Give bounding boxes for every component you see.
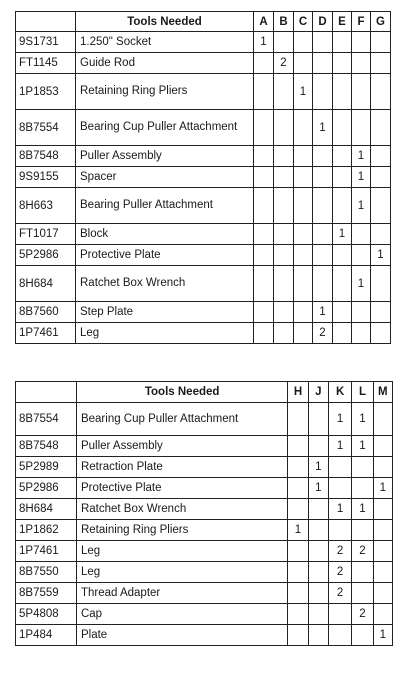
part-number-cell: 1P7461 [16,541,77,562]
quantity-cell: 2 [328,541,351,562]
quantity-cell [352,323,371,344]
quantity-cell [371,302,391,323]
part-number-cell: FT1017 [16,224,76,245]
quantity-cell [288,625,308,646]
quantity-cell: 1 [254,32,274,53]
part-number-cell: 5P2986 [16,478,77,499]
quantity-cell [308,583,328,604]
quantity-cell: 1 [371,245,391,266]
quantity-cell [313,188,333,224]
part-number-cell: 1P7461 [16,323,76,344]
quantity-cell [333,53,352,74]
quantity-cell [373,499,392,520]
quantity-cell [371,188,391,224]
quantity-cell [254,146,274,167]
column-header: M [373,382,392,403]
tool-description-cell: Puller Assembly [76,146,254,167]
quantity-cell [294,188,313,224]
quantity-cell: 2 [313,323,333,344]
tool-description-cell: Step Plate [76,302,254,323]
quantity-cell [352,478,373,499]
quantity-cell: 1 [328,499,351,520]
quantity-cell: 2 [274,53,294,74]
quantity-cell [308,562,328,583]
quantity-cell [371,74,391,110]
table-row [16,53,391,74]
quantity-cell [254,302,274,323]
table-row [16,323,391,344]
table-row [16,302,391,323]
table-header-row [16,382,393,403]
part-number-cell: 8B7548 [16,436,77,457]
table-row [16,245,391,266]
quantity-cell [371,266,391,302]
table-row [16,224,391,245]
quantity-cell [371,32,391,53]
tool-description-cell: Cap [76,604,287,625]
table-row [16,167,391,188]
tools-table-2 [15,381,393,646]
quantity-cell [373,541,392,562]
tool-description-cell: Retaining Ring Pliers [76,520,287,541]
tool-description-cell: Bearing Cup Puller Attachment [76,403,287,436]
quantity-cell [254,53,274,74]
quantity-cell [274,245,294,266]
part-number-cell: 9S9155 [16,167,76,188]
tool-description-cell: Protective Plate [76,478,287,499]
tool-description-cell: Plate [76,625,287,646]
quantity-cell: 1 [352,436,373,457]
part-number-cell: 5P2989 [16,457,77,478]
quantity-cell [274,167,294,188]
quantity-cell [288,403,308,436]
quantity-cell [352,245,371,266]
quantity-cell [308,436,328,457]
table-row [16,403,393,436]
quantity-cell [371,110,391,146]
table-row [16,266,391,302]
column-header: J [308,382,328,403]
quantity-cell [294,53,313,74]
quantity-cell [333,323,352,344]
quantity-cell [313,245,333,266]
table-row [16,436,393,457]
quantity-cell [288,604,308,625]
quantity-cell [352,520,373,541]
part-number-cell: 8B7550 [16,562,77,583]
tool-description-cell: Leg [76,562,287,583]
quantity-cell [371,146,391,167]
quantity-cell [352,74,371,110]
quantity-cell [274,146,294,167]
quantity-cell [254,188,274,224]
quantity-cell: 1 [308,457,328,478]
quantity-cell [294,167,313,188]
quantity-cell [274,224,294,245]
quantity-cell: 2 [352,604,373,625]
quantity-cell [308,403,328,436]
table-row [16,478,393,499]
part-number-cell: 8B7559 [16,583,77,604]
tool-description-cell: Retraction Plate [76,457,287,478]
quantity-cell [333,167,352,188]
quantity-cell [313,146,333,167]
tool-description-cell: Retaining Ring Pliers [76,74,254,110]
quantity-cell: 1 [313,302,333,323]
quantity-cell [288,478,308,499]
quantity-cell [373,604,392,625]
quantity-cell [313,53,333,74]
part-number-cell: 9S1731 [16,32,76,53]
quantity-cell [333,110,352,146]
quantity-cell [254,74,274,110]
quantity-cell [373,403,392,436]
quantity-cell: 1 [352,146,371,167]
quantity-cell [294,32,313,53]
quantity-cell [373,436,392,457]
quantity-cell [333,302,352,323]
table-header-row [16,12,391,32]
table-row [16,188,391,224]
quantity-cell [333,245,352,266]
quantity-cell [371,323,391,344]
quantity-cell [352,625,373,646]
quantity-cell [333,266,352,302]
quantity-cell [288,583,308,604]
quantity-cell [352,302,371,323]
quantity-cell [313,224,333,245]
quantity-cell: 1 [352,499,373,520]
quantity-cell [352,457,373,478]
tool-description-cell: Bearing Puller Attachment [76,188,254,224]
quantity-cell [333,188,352,224]
column-header: K [328,382,351,403]
quantity-cell [308,499,328,520]
quantity-cell [294,245,313,266]
part-number-cell: 8H663 [16,188,76,224]
table-row [16,541,393,562]
table-row [16,499,393,520]
quantity-cell [254,266,274,302]
tool-description-cell: Puller Assembly [76,436,287,457]
quantity-cell: 1 [294,74,313,110]
quantity-cell [352,110,371,146]
quantity-cell [294,323,313,344]
part-number-header [16,12,76,32]
quantity-cell: 2 [352,541,373,562]
quantity-cell [294,224,313,245]
quantity-cell [254,323,274,344]
quantity-cell [328,625,351,646]
quantity-cell [254,167,274,188]
column-header: C [294,12,313,32]
quantity-cell: 1 [288,520,308,541]
quantity-cell [274,74,294,110]
tools-needed-header: Tools Needed [76,12,254,32]
quantity-cell [371,224,391,245]
quantity-cell [373,583,392,604]
column-header: G [371,12,391,32]
quantity-cell [294,302,313,323]
column-header: E [333,12,352,32]
column-header: L [352,382,373,403]
quantity-cell [288,499,308,520]
part-number-cell: 8H684 [16,266,76,302]
quantity-cell [371,167,391,188]
quantity-cell [308,520,328,541]
table-row [16,625,393,646]
part-number-cell: FT1145 [16,53,76,74]
tool-description-cell: 1.250" Socket [76,32,254,53]
tool-description-cell: Block [76,224,254,245]
part-number-cell: 8B7554 [16,110,76,146]
quantity-cell [254,224,274,245]
column-header: H [288,382,308,403]
quantity-cell: 1 [313,110,333,146]
part-number-cell: 8B7560 [16,302,76,323]
quantity-cell: 1 [352,403,373,436]
part-number-cell: 1P1862 [16,520,77,541]
quantity-cell [274,302,294,323]
quantity-cell [333,74,352,110]
column-header: D [313,12,333,32]
quantity-cell [328,457,351,478]
quantity-cell: 1 [328,403,351,436]
quantity-cell [288,541,308,562]
quantity-cell [373,520,392,541]
quantity-cell [274,188,294,224]
table-row [16,457,393,478]
part-number-cell: 5P2986 [16,245,76,266]
part-number-cell: 8B7554 [16,403,77,436]
quantity-cell: 1 [333,224,352,245]
tool-description-cell: Ratchet Box Wrench [76,499,287,520]
quantity-cell: 1 [352,188,371,224]
quantity-cell [313,74,333,110]
quantity-cell [308,541,328,562]
quantity-cell [294,110,313,146]
column-header: B [274,12,294,32]
part-number-cell: 1P484 [16,625,77,646]
column-header: A [254,12,274,32]
quantity-cell [371,53,391,74]
part-number-cell: 5P4808 [16,604,77,625]
quantity-cell [333,146,352,167]
column-header: F [352,12,371,32]
quantity-cell [328,478,351,499]
table-row [16,562,393,583]
quantity-cell: 2 [328,562,351,583]
quantity-cell [313,32,333,53]
part-number-cell: 1P1853 [16,74,76,110]
quantity-cell [333,32,352,53]
quantity-cell: 1 [308,478,328,499]
tools-table-1 [15,11,391,344]
part-number-cell: 8B7548 [16,146,76,167]
quantity-cell [373,457,392,478]
quantity-cell: 1 [328,436,351,457]
quantity-cell [254,245,274,266]
table-row [16,32,391,53]
quantity-cell [352,562,373,583]
quantity-cell [294,146,313,167]
tool-description-cell: Thread Adapter [76,583,287,604]
table-row [16,110,391,146]
table-row [16,74,391,110]
part-number-cell: 8H684 [16,499,77,520]
quantity-cell: 2 [328,583,351,604]
tool-description-cell: Protective Plate [76,245,254,266]
quantity-cell [274,266,294,302]
quantity-cell [352,32,371,53]
quantity-cell [328,520,351,541]
quantity-cell [288,436,308,457]
table-row [16,604,393,625]
quantity-cell [308,625,328,646]
quantity-cell [308,604,328,625]
tools-needed-header: Tools Needed [76,382,287,403]
quantity-cell [294,266,313,302]
quantity-cell: 1 [373,625,392,646]
quantity-cell [274,110,294,146]
tool-description-cell: Leg [76,541,287,562]
quantity-cell [313,167,333,188]
tool-description-cell: Spacer [76,167,254,188]
part-number-header [16,382,77,403]
tool-description-cell: Guide Rod [76,53,254,74]
table-row [16,583,393,604]
quantity-cell [274,323,294,344]
quantity-cell [352,53,371,74]
quantity-cell [313,266,333,302]
quantity-cell: 1 [352,266,371,302]
quantity-cell [373,562,392,583]
quantity-cell [352,583,373,604]
table-row [16,146,391,167]
quantity-cell [352,224,371,245]
quantity-cell: 1 [373,478,392,499]
quantity-cell [254,110,274,146]
quantity-cell [328,604,351,625]
tool-description-cell: Ratchet Box Wrench [76,266,254,302]
quantity-cell: 1 [352,167,371,188]
table-row [16,520,393,541]
tool-description-cell: Leg [76,323,254,344]
tool-description-cell: Bearing Cup Puller Attachment [76,110,254,146]
quantity-cell [288,457,308,478]
quantity-cell [274,32,294,53]
quantity-cell [288,562,308,583]
